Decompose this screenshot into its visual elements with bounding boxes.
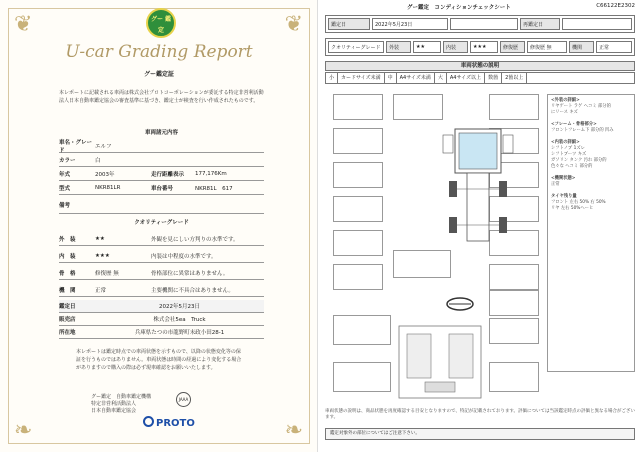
damage-box: [489, 264, 539, 290]
row-label: 骨 格: [59, 270, 76, 277]
row-value: ★★: [95, 235, 105, 242]
damage-box: [333, 94, 383, 120]
footer-strip: 鑑定対象外の部位についてはご注意下さい。: [325, 428, 635, 440]
inspection-date-label: 鑑定日: [328, 18, 370, 30]
condition-section-title: 車両状態の説明: [325, 61, 635, 71]
row-label: カラー: [59, 158, 76, 164]
row-value: 正常: [95, 287, 107, 294]
quality-row-exterior: [59, 232, 264, 246]
note-heading-exterior: <外装の詳細>: [551, 98, 580, 103]
legend-small-mark: 小: [326, 73, 338, 83]
proto-circle-icon: [143, 416, 154, 427]
damage-box: [489, 318, 539, 344]
row-value: 白: [95, 158, 101, 164]
note-line: リヤゲート ラゲ ヘコミ 部分的: [551, 104, 611, 109]
damage-box: [393, 250, 451, 278]
damage-box: [333, 315, 391, 345]
note-line: フロント 左右 50% 右 50%: [551, 200, 606, 205]
row-label: 所在地: [59, 330, 76, 336]
row-value: NKR81LR: [95, 185, 121, 191]
sheet-title: グー鑑定 コンディションチェックシート: [407, 5, 511, 11]
model-row: [59, 182, 264, 195]
row-label: 内 装: [59, 253, 76, 260]
sheet-code: C66122E2302: [596, 3, 635, 9]
condition-sheet-page: [320, 0, 640, 452]
goo-kantei-logo: [146, 8, 176, 38]
row-value: 株式会社5ea Truck: [153, 317, 206, 323]
row-label: 販売店: [59, 317, 76, 323]
row-desc: 主要機関に不具合はありません。: [151, 287, 234, 294]
legend-large-mark: 大: [435, 73, 447, 83]
repair-value: 修復歴 無: [527, 41, 567, 53]
grading-report-page: [0, 0, 318, 452]
row-desc: 外観を見にしい方判りの水準です。: [151, 236, 239, 243]
row-desc: 内装は中程度の水準です。: [151, 253, 217, 260]
quality-table: [325, 38, 635, 56]
inspection-date-value: 2022年5月23日: [372, 18, 448, 30]
exterior-label: 外装: [386, 41, 411, 53]
damage-size-legend: [325, 72, 635, 84]
quality-row-interior: [59, 249, 264, 263]
exterior-value: ★★: [413, 41, 441, 53]
steering-wheel-icon: [445, 296, 475, 312]
location-row: [59, 326, 264, 339]
vehicle-section-title: 車両諸元内容: [144, 130, 178, 136]
damage-box: [333, 162, 383, 188]
row-value: エルフ: [95, 144, 112, 150]
damage-box: [393, 94, 443, 120]
disclaimer-text: 本レポートは鑑定時点での車両状態を示すもので、以降の状態変化等の保証を行うものではありません。車両状態は時間の経過により変化する場合がありますので購入の際は必ず現車確認をお願いいたします。: [76, 349, 242, 371]
chassis-value: NKR81L 617: [195, 186, 233, 192]
row-desc: 骨格部位に異常はありません。: [151, 270, 229, 277]
note-heading-interior: <内装の詳細>: [551, 140, 580, 145]
quality-grade-label: クオリティーグレード: [328, 41, 384, 53]
vehicle-name-row: [59, 140, 264, 153]
logo-text: グー 鑑定: [150, 16, 172, 34]
issuer-signature: グー鑑定 自動車鑑定機構 特定非営利活動法人 日本自動車鑑定協会: [91, 394, 152, 414]
quality-section-title: クオリティーグレード: [134, 220, 189, 226]
interior-label: 内装: [443, 41, 468, 53]
repair-label: 修復歴: [500, 41, 525, 53]
interior-diagram: [395, 320, 485, 402]
damage-box: [489, 362, 539, 392]
report-subtitle: グー鑑定証: [143, 71, 174, 78]
row-label: 車名・グレード: [59, 140, 93, 154]
ornament-bottom-left: ❧: [14, 418, 33, 443]
ornament-top-left: ❦: [14, 12, 33, 37]
damage-box: [333, 264, 383, 290]
row-value: 兵庫県たつの市龍野町末政小田28-1: [134, 330, 225, 336]
remarks-row: [59, 196, 264, 214]
intro-text: 本レポートに記載される車両は株式会社プロトコーポレーションが委託する特定非営利活動法人日本自動車鑑定協会の審査基準に基づき、鑑定士が検査を行い作成されたものです。: [59, 90, 264, 104]
row-value: ★★★: [95, 252, 110, 259]
note-line: にリース キズ: [551, 110, 578, 115]
note-line: シフトノブ 1ズレ: [551, 146, 585, 151]
ornament-top-right: ❦: [284, 12, 303, 37]
damage-box: [333, 128, 383, 154]
note-line: リヤ 左右 50%ヘーヒ: [551, 206, 594, 211]
damage-box: [333, 362, 391, 392]
note-line: ガソリン タンク 汚れ 部分的: [551, 158, 607, 163]
legend-multi-label: 2箇以上: [502, 73, 527, 83]
note-line: シフトブーツ キズ: [551, 152, 587, 157]
empty-cell: [450, 18, 518, 30]
legend-medium-label: A4サイズ未満: [397, 73, 435, 83]
jaaa-seal: JAAA: [176, 392, 191, 407]
quality-row-frame: [59, 266, 264, 280]
row-label: 型式: [59, 186, 71, 192]
row-mid-label: 走行距離表示: [151, 172, 185, 178]
condition-notes: [547, 94, 635, 372]
note-line: 色々な ヘコミ 部分的: [551, 164, 593, 169]
row-label: 鑑定日: [59, 304, 76, 310]
interior-value: ★★★: [470, 41, 498, 53]
note-line: 正常: [551, 182, 560, 187]
note-heading-frame: <フレーム・骨格部分>: [551, 122, 597, 127]
proto-text: PROTO: [156, 418, 195, 429]
engine-label: 機関: [569, 41, 594, 53]
report-title: U-car Grading Report: [65, 42, 253, 62]
row-label: 機 関: [59, 287, 76, 294]
legend-large-label: A4サイズ以上: [447, 73, 485, 83]
note-heading-tires: タイヤ残り量: [551, 194, 577, 199]
row-value: 2022年5月23日: [159, 304, 200, 310]
row-label: 外 装: [59, 236, 76, 243]
ornament-bottom-right: ❧: [284, 418, 303, 443]
legend-multi-mark: 数箇: [485, 73, 502, 83]
date-table: [325, 15, 635, 33]
inspection-date-row: [59, 300, 264, 313]
row-value: 修復歴 無: [95, 270, 119, 277]
legend-small-label: カードサイズ未満: [338, 73, 385, 83]
damage-box: [333, 196, 383, 222]
reinspection-date-value: [562, 18, 632, 30]
bottom-disclaimer: 車両状態の説明は、商品状態を再度確認する目安となりますので、特記が記載されております。評価については当該鑑定時点の評価と異なる場合がございます。: [325, 409, 635, 420]
row-mid-label: 車台番号: [151, 186, 174, 192]
color-row: [59, 154, 264, 167]
damage-box: [489, 290, 539, 316]
damage-box: [333, 230, 383, 256]
reinspection-date-label: 再鑑定日: [520, 18, 560, 30]
mileage-value: 177,176Km: [195, 171, 227, 177]
note-line: フロントフレーム下 部分的 凹み: [551, 128, 614, 133]
proto-logo: [143, 416, 195, 429]
damage-box: [489, 94, 539, 120]
row-label: 備考: [59, 202, 71, 209]
note-heading-engine: <機関状態>: [551, 176, 576, 181]
row-label: 年式: [59, 172, 71, 178]
row-value: 2003年: [95, 172, 115, 178]
engine-value: 正常: [596, 41, 632, 53]
quality-row-engine: [59, 283, 264, 297]
year-row: [59, 168, 264, 181]
legend-medium-mark: 中: [385, 73, 397, 83]
vehicle-diagram: [429, 125, 527, 245]
dealer-row: [59, 313, 264, 326]
